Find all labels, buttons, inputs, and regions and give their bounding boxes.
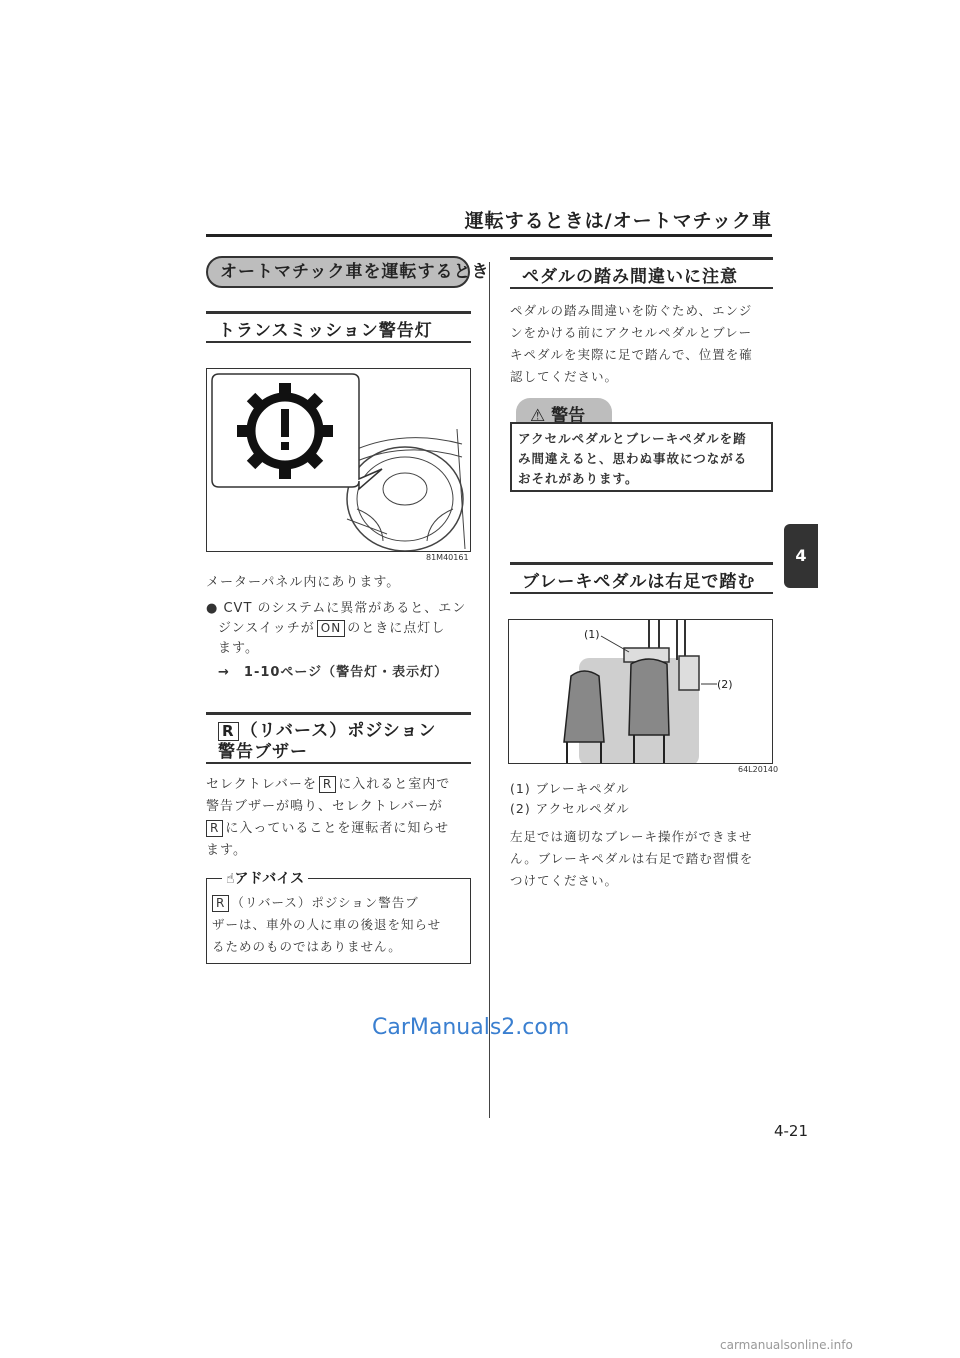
watermark-carmanualsonline: carmanualsonline.info: [720, 1338, 853, 1352]
header-rule: [206, 234, 772, 237]
figure-code: 64L20140: [738, 765, 779, 774]
callout-accelerator: (2): [717, 678, 733, 691]
key-r: R: [206, 820, 223, 837]
brake-text-line3: つけてください。: [510, 873, 619, 888]
figure-warning-lamp: [206, 368, 471, 552]
warning-line1: アクセルペダルとブレーキペダルを踏: [518, 431, 747, 446]
hand-pointer-icon: ☝: [226, 871, 235, 887]
warning-lamp-illustration: [207, 369, 470, 551]
legend-accelerator: (2) アクセルペダル: [510, 801, 630, 816]
section-heading-brake-right-foot: [510, 562, 773, 594]
page-header-title: 運転するときは/オートマチック車: [464, 210, 772, 232]
key-r: R: [218, 722, 239, 741]
section-title-line1: （リバース）ポジション: [240, 721, 437, 741]
figure-code: 81M40161: [426, 553, 469, 562]
warning-line3: おそれがあります。: [518, 471, 639, 486]
section-title: トランスミッション警告灯: [218, 321, 433, 341]
column-divider: [489, 262, 490, 1118]
section-heading-pedal-misapplication: [510, 257, 773, 289]
reverse-text-line3: R に入っていることを運転者に知らせ: [206, 818, 449, 840]
pedal-illustration: [509, 620, 772, 763]
pedal-text-line2: ンをかける前にアクセルペダルとブレー: [510, 325, 753, 340]
advice-line1: R （リバース）ポジション警告ブ: [212, 892, 419, 914]
figure-pedals: [508, 619, 773, 764]
paragraph-location: メーターパネル内にあります。: [206, 575, 401, 590]
section-title: ブレーキペダルは右足で踏む: [522, 572, 756, 592]
key-on: ON: [317, 620, 345, 637]
warning-label: ⚠ 警告: [530, 406, 586, 426]
warning-triangle-icon: ⚠: [530, 406, 546, 426]
bullet-line-3: ます。: [218, 641, 259, 656]
advice-label: ☝アドバイス: [222, 868, 308, 888]
pedal-text-line3: キペダルを実際に足で踏んで、位置を確: [510, 347, 753, 362]
reverse-text-line2: 警告ブザーが鳴り、セレクトレバーが: [206, 799, 443, 814]
chapter-section-pill: オートマチック車を運転するとき: [206, 256, 470, 288]
section-title: ペダルの踏み間違いに注意: [522, 267, 738, 287]
chapter-tab: 4: [784, 524, 818, 588]
key-r: R: [319, 776, 336, 793]
brake-text-line1: 左足では適切なブレーキ操作ができませ: [510, 829, 753, 844]
reverse-text-line1: セレクトレバーを R に入れると室内で: [206, 777, 451, 792]
bullet-line-2: ジンスイッチが ON のときに点灯し: [218, 621, 446, 636]
page-reference: → 1-10ページ（警告灯・表示灯）: [218, 665, 449, 680]
section-heading-transmission-warning: [206, 311, 471, 343]
section-title-line2: 警告ブザー: [218, 742, 308, 762]
brake-text-line2: ん。ブレーキペダルは右足で踏む習慣を: [510, 851, 754, 866]
advice-line3: るためのものではありません。: [212, 939, 402, 954]
transmission-warning-gear-icon: [237, 383, 333, 479]
watermark-carmanuals2: CarManuals2.com: [372, 1015, 570, 1040]
warning-line2: み間違えると、思わぬ事故につながる: [518, 451, 748, 466]
reverse-text-line4: ます。: [206, 843, 247, 858]
advice-line2: ザーは、車外の人に車の後退を知らせ: [212, 917, 442, 932]
section-heading-reverse-buzzer: [206, 712, 471, 764]
callout-brake: (1): [584, 628, 600, 641]
legend-brake: (1) ブレーキペダル: [510, 781, 630, 796]
pedal-text-line4: 認してください。: [510, 369, 619, 384]
page-number: 4-21: [773, 1122, 808, 1140]
pedal-text-line1: ペダルの踏み間違いを防ぐため、エンジ: [510, 303, 753, 318]
key-r: R: [212, 895, 229, 912]
bullet-line-1: ● CVT のシステムに異常があると、エン: [206, 601, 467, 616]
